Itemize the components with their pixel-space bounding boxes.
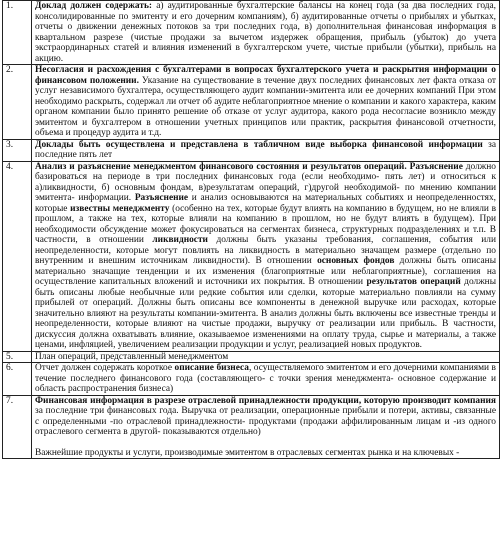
bold-text-segment: Разъяснение	[134, 193, 189, 203]
table-row	[3, 161, 500, 351]
bold-text-segment: основных фондов	[317, 256, 395, 266]
text-segment: должны быть указаны требования, соглашения, события или неопределенности, которые могут повлиять на ликвидность в материально значащем размере (отдельно по внутренним и внешним источникам ликвидности). В отношении	[35, 235, 496, 266]
row-paragraph	[35, 140, 496, 161]
text-segment: за последние три финансовых года. Выручка от реализации, операционные прибыли и потери, активы, связанные с определенными -по отраслевой принадлежности- продуктами (продажи аффилированным лицам и -из одного отраслевого сегмента в другой- показываются отдельно)	[35, 406, 496, 437]
text-segment: Указание на существование в течение двух последних финансовых лет факта отказа от услуг независимого бухгалтера, осуществляющего аудит компании-эмитента или ее дочерних компаний При этом необходимо раскрыть, содержал ли отчет об аудите неблагоприятное мнение о компании и какого характера, каким органом компании было принято решение об отказе от услуг аудитора, какого рода несогласие возникло между эмитентом и бухгалтером в отношении учетных принципов или практик, раскрытия финансовой отчетности, объема и процедур аудита и т.д.	[35, 75, 496, 138]
text-segment: а) аудитированные бухгалтерские балансы на конец года (за два последних года, консолидированные по эмитенту и его дочерним компаниям), б) аудитированные отчеты о прибылях и убытках, отчеты о движении денежных потоков за три последних года, в) дополнительная финансовая информация в квартальном разрезе (чистые продажи за вычетом издержек обращения, прибыль (убыток) до учета экстраординарных статей и влияния изменений в бухгалтерском учете, чистые прибыли (убытки), прибыль на акцию.	[35, 1, 497, 64]
row-content	[32, 351, 500, 363]
row-number: 3.	[3, 139, 32, 161]
row-paragraph	[35, 1, 496, 64]
requirements-table-body	[3, 1, 500, 459]
row-paragraph	[35, 363, 496, 395]
bold-text-segment: результатов операций	[366, 277, 461, 287]
text-segment: должны быть описаны любые необычные или редкие события или сделки, которые материально повлияли на сумму прибылей от операций. Должны быть описаны все компоненты в денежной выручке или расходах, которые значительно влияют на результаты компании-эмитента. В анализ должны быть включены все известные тренды и неопределенности, которые влияют на чистые продажи, выручку от реализации или прибыль. В частности, дискуссия должна охватывать влияние, оказываемое изменениями на оплату труда, сырье и материалы, а также ценами, инфляцией, увеличением реализации продукции и услуг, реализацией новых продуктов.	[35, 277, 496, 350]
text-segment: , осуществляемого эмитентом и его дочерними компаниями в течение последнего финансового года (составляющего- с точки зрения менеджмента- основное содержание и область распространения бизнеса)	[35, 363, 496, 394]
text-segment: (особенно на тех, которые будут влиять на компанию в будущем, но не влияли в прошлом, а также на тех, которые влияли на компанию в прошлом, но не будут влиять в будущем). При необходимости обсуждение может фокусироваться на сегментах бизнеса, структурных подразделениях и т.п. В частности, в отношении	[35, 203, 496, 245]
row-number: 5.	[3, 351, 32, 363]
table-row	[3, 351, 500, 363]
text-segment: План операций, представленный менеджментом	[35, 351, 229, 362]
table-row	[3, 65, 500, 140]
row-number: 4.	[3, 161, 32, 351]
requirements-table	[2, 0, 500, 459]
row-paragraph	[35, 448, 496, 459]
text-segment: должны быть описаны материально значащие тенденции и их изменения (благоприятные или неблагоприятные), соглашения на осуществление капитальных вложений и источники их покрытия. В отношении	[35, 256, 496, 287]
row-number: 2.	[3, 65, 32, 140]
bold-text-segment: Доклад должен содержать:	[35, 1, 157, 11]
row-content	[32, 161, 500, 351]
bold-text-segment: известны менеджменту	[70, 203, 170, 214]
bold-text-segment: Финансовая информация в разрезе отраслевой принадлежности продукции, которую производит компания	[35, 395, 496, 406]
text-segment: Важнейшие продукты и услуги, производимые эмитентом в отраслевых сегментах рынка и на ключевых -	[35, 447, 460, 458]
row-number: 7.	[3, 395, 32, 459]
row-content	[32, 395, 500, 459]
row-content	[32, 363, 500, 396]
bold-text-segment: Несогласия и расхождения с бухгалтерами в вопросах бухгалтерского учета и раскрытия информации о финансовом положении.	[35, 65, 496, 86]
bold-text-segment: Доклады быть осуществлена и представлена в табличном виде выборка финансовой информации	[35, 139, 483, 150]
bold-text-segment: ликвидности	[152, 235, 208, 245]
row-paragraph	[35, 162, 496, 351]
table-row	[3, 395, 500, 459]
row-paragraph	[35, 396, 496, 438]
table-row	[3, 1, 500, 65]
row-content	[32, 1, 500, 65]
row-number: 6.	[3, 363, 32, 396]
row-content	[32, 65, 500, 140]
text-segment: за последние пять лет	[35, 139, 496, 160]
row-paragraph	[35, 65, 496, 139]
bold-text-segment: Анализ и разъяснение менеджментом финансового состояния и результатов операций. Разъяснение	[35, 161, 463, 172]
text-segment: Отчет должен содержать короткое	[35, 363, 175, 373]
bold-text-segment: описание бизнеса	[174, 363, 249, 373]
row-paragraph	[35, 352, 496, 363]
row-number: 1.	[3, 1, 32, 65]
table-row	[3, 139, 500, 161]
text-segment: и анализ основываются на материальных событиях и неопределенностях, которые	[35, 193, 496, 214]
table-row	[3, 363, 500, 396]
row-content	[32, 139, 500, 161]
text-segment: должно базироваться на периоде в три последних финансовых года (если необходимо- пять лет) и относиться к а)ликвидности, б) основным фондам, в)результатам операций, г)другой необходимой- по мнению компании эмитента- информации.	[35, 161, 496, 203]
